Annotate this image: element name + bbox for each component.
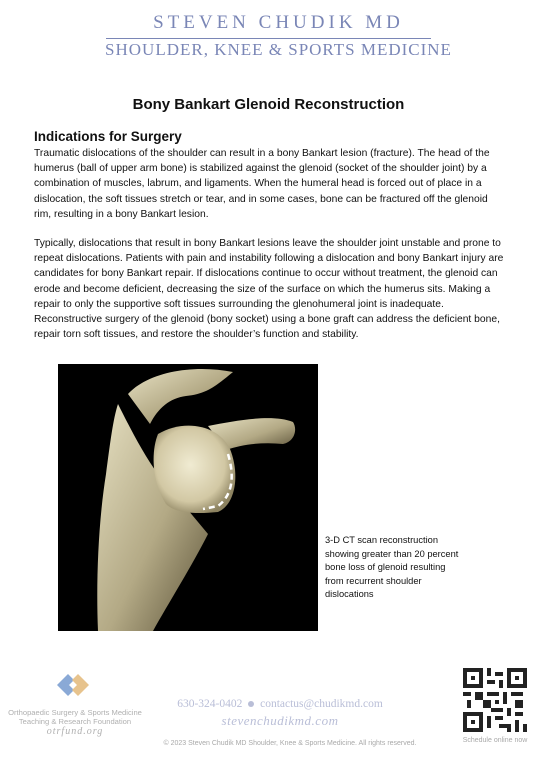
email-link[interactable]: contactus@chudikmd.com xyxy=(260,698,383,710)
header-name: STEVEN CHUDIK MD xyxy=(153,12,404,33)
ct-scan-image xyxy=(58,364,318,631)
copyright-notice: © 2023 Steven Chudik MD Shoulder, Knee & Sports Medicine. All rights reserved. xyxy=(163,740,417,747)
website-link[interactable]: stevenchudikmd.com xyxy=(221,713,339,728)
foundation-name-line1: Orthopaedic Surgery & Sports Medicine xyxy=(8,708,142,717)
header-divider xyxy=(106,38,431,39)
qr-code-icon[interactable] xyxy=(463,668,527,732)
paragraph-2: Typically, dislocations that result in bony Bankart lesions leave the shoulder joint unstable and prone to repeat dislocations. Patients with pain and instability following a dislocation and bony Bankart injury are candidates for bony Bankart repair. If dislocations continue to occur without treatment, the glenoid can erode and become deficient, decreasing the size of the surface on which the humerus sits. Making a repair to only the supportive soft tissues surrounding the glenohumeral joint is inadequate. Reconstructive surgery of the glenoid (bony socket) using a bone graft can address the deficient bone, repair torn soft tissues, and restore the shoulder’s function and stability. xyxy=(34,238,504,341)
separator-dot-icon xyxy=(248,701,254,707)
contact-line xyxy=(150,698,410,710)
foundation-name-line2: Teaching & Research Foundation xyxy=(18,717,132,726)
section-heading: Indications for Surgery xyxy=(34,129,182,144)
qr-caption: Schedule online now xyxy=(462,737,528,744)
paragraph-1: Traumatic dislocations of the shoulder can result in a bony Bankart lesion (fracture). The head of the humerus (ball of upper arm bone) is stabilized against the glenoid (socket of the shoulder joint) by a combination of muscles, labrum, and ligaments. When the humeral head is forced out of place in a dislocation, the soft tissues stretch or tear, and in some cases, bone can be fractured off the glenoid rim, resulting in a bony Bankart lesion. xyxy=(34,148,490,220)
header-subtitle: SHOULDER, KNEE & SPORTS MEDICINE xyxy=(105,40,452,59)
page-title: Bony Bankart Glenoid Reconstruction xyxy=(132,96,405,113)
foundation-url[interactable]: otrfund.org xyxy=(46,726,104,737)
phone-number[interactable]: 630-324-0402 xyxy=(177,698,243,710)
image-caption: 3-D CT scan reconstruction showing greater than 20 percent bone loss of glenoid resulting from recurrent shoulder dislocations xyxy=(325,535,459,599)
otrf-logo-icon xyxy=(55,672,91,698)
